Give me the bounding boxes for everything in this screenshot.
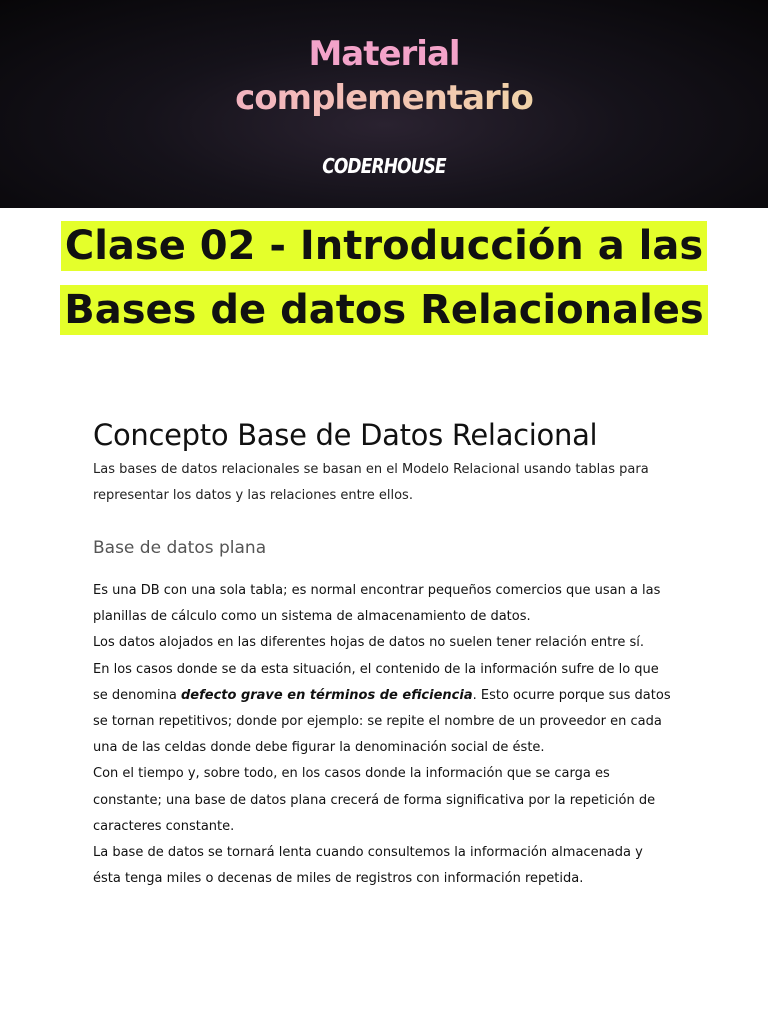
intro-paragraph: Las bases de datos relacionales se basan en el Modelo Relacional usando tablas para representar los datos y las relaciones entre ellos.	[93, 462, 649, 503]
banner-title-line1: Material	[308, 34, 460, 74]
paragraph	[93, 657, 673, 762]
document-title	[60, 214, 708, 342]
paragraph-text: En los casos donde se da esta situación, el contenido de la información sufre de lo que se denomina	[93, 661, 659, 703]
banner-title-line2: complementario	[0, 76, 768, 120]
title-highlight: Clase 02 - Introducción a las Bases de datos Relacionales	[60, 221, 707, 335]
subsection-heading: Base de datos plana	[93, 538, 267, 558]
section-heading: Concepto Base de Datos Relacional	[93, 418, 598, 452]
brand-logo: CODERHOUSE	[322, 154, 446, 178]
body-text	[93, 578, 673, 892]
paragraph-text: . Esto ocurre porque sus datos se tornan repetitivos; donde por ejemplo: se repite el nombre de un proveedor en cada una de las celdas donde debe figurar la denominación social de éste.	[93, 687, 671, 756]
emphasis-text: defecto grave en términos de eficiencia	[180, 687, 473, 703]
paragraph: Los datos alojados en las diferentes hojas de datos no suelen tener relación entre sí.	[93, 635, 644, 651]
paragraph: Es una DB con una sola tabla; es normal encontrar pequeños comercios que usan a las planillas de cálculo como un sistema de almacenamiento de datos.	[93, 583, 661, 625]
header-banner	[0, 0, 768, 208]
paragraph: La base de datos se tornará lenta cuando consultemos la información almacenada y ésta tenga miles o decenas de miles de registros con información repetida.	[93, 845, 643, 887]
paragraph: Con el tiempo y, sobre todo, en los casos donde la información que se carga es constante; una base de datos plana crecerá de forma significativa por la repetición de caracteres constante.	[93, 766, 656, 834]
